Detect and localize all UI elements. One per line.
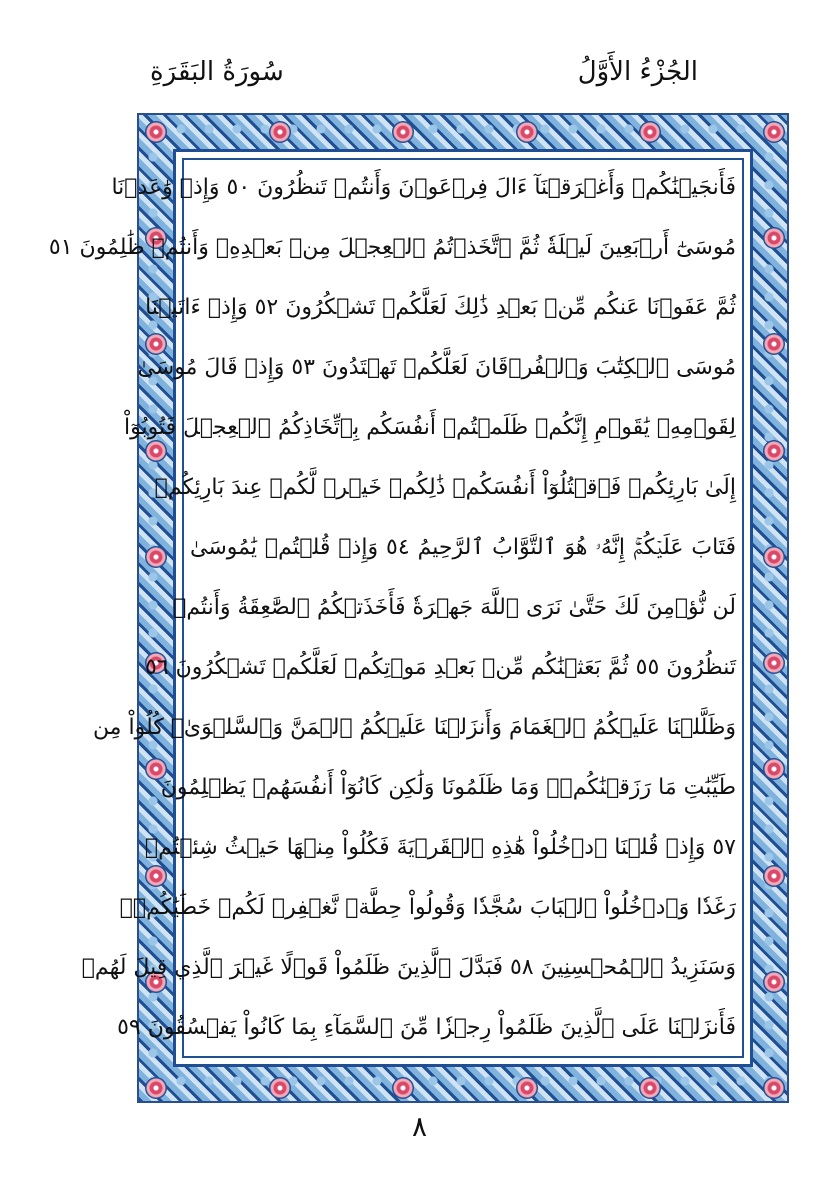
flower-ornament [639,121,661,143]
quran-text [48,158,736,1058]
page-header [150,52,698,92]
flower-ornament [392,1077,414,1099]
text-line: لِقَوۡمِهِۦ يَٰقَوۡمِ إِنَّكُمۡ ظَلَمۡتُمۡ أَنفُسَكُم بِٱتِّخَاذِكُمُ ٱلۡعِجۡلَ فَتُوبُوٓاْ [124,415,736,440]
text-line: ٥٧ وَإِذۡ قُلۡنَا ٱدۡخُلُواْ هَٰذِهِ ٱلۡقَرۡيَةَ فَكُلُواْ مِنۡهَا حَيۡثُ شِئۡتُمۡ [144,835,736,860]
flower-ornament [145,1077,167,1099]
flower-ornament [763,440,785,462]
text-line: لَن نُّؤۡمِنَ لَكَ حَتَّىٰ نَرَى ٱللَّهَ جَهۡرَةٗ فَأَخَذَتۡكُمُ ٱلصَّٰعِقَةُ وَأَنتُمۡ [173,595,736,620]
flower-ornament [269,121,291,143]
flower-ornament [763,971,785,993]
text-line: فَأَنجَيۡنَٰكُمۡ وَأَغۡرَقۡنَآ ءَالَ فِرۡعَوۡنَ وَأَنتُمۡ تَنظُرُونَ ٥٠ وَإِذۡ وَٰعَدۡنَا [111,175,736,200]
juz-title: الجُزْءُ الأَوَّلُ [577,57,698,87]
text-line: وَظَلَّلۡنَا عَلَيۡكُمُ ٱلۡغَمَامَ وَأَنزَلۡنَا عَلَيۡكُمُ ٱلۡمَنَّ وَٱلسَّلۡوَىٰۖ كُلُواْ مِن [92,715,736,740]
text-line: مُوسَىٰٓ أَرۡبَعِينَ لَيۡلَةٗ ثُمَّ ٱتَّخَذۡتُمُ ٱلۡعِجۡلَ مِنۢ بَعۡدِهِۦ وَأَنتُمۡ ظَٰلِمُونَ ٥١ [48,235,736,260]
flower-ornament [763,652,785,674]
flower-ornament [516,121,538,143]
flower-ornament [639,1077,661,1099]
flower-ornament [763,333,785,355]
text-line: ثُمَّ عَفَوۡنَا عَنكُم مِّنۢ بَعۡدِ ذَٰلِكَ لَعَلَّكُمۡ تَشۡكُرُونَ ٥٢ وَإِذۡ ءَاتَيۡنَا [145,295,736,320]
flower-ornament [763,865,785,887]
text-line: فَتَابَ عَلَيۡكُمۡۚ إِنَّهُۥ هُوَ ٱلتَّوَّابُ ٱلرَّحِيمُ ٥٤ وَإِذۡ قُلۡتُمۡ يَٰمُوسَىٰ [190,535,736,560]
flower-ornament [763,546,785,568]
text-line: فَأَنزَلۡنَا عَلَى ٱلَّذِينَ ظَلَمُواْ رِجۡزٗا مِّنَ ٱلسَّمَآءِ بِمَا كَانُواْ يَفۡسُقُونَ ٥٩ [117,1015,736,1040]
flower-ornament [763,121,785,143]
text-line: طَيِّبَٰتِ مَا رَزَقۡنَٰكُمۡۚ وَمَا ظَلَمُونَا وَلَٰكِن كَانُوٓاْ أَنفُسَهُمۡ يَظۡلِمُونَ [160,775,736,800]
text-line: رَغَدٗا وَٱدۡخُلُواْ ٱلۡبَابَ سُجَّدٗا وَقُولُواْ حِطَّةٞ نَّغۡفِرۡ لَكُمۡ خَطَٰيَٰكُمۡۚ [119,895,736,920]
flower-ornament [763,1077,785,1099]
text-line: تَنظُرُونَ ٥٥ ثُمَّ بَعَثۡنَٰكُم مِّنۢ بَعۡدِ مَوۡتِكُمۡ لَعَلَّكُمۡ تَشۡكُرُونَ ٥٦ [144,655,736,680]
surah-title: سُورَةُ البَقَرَةِ [150,57,284,87]
flower-ornament [145,121,167,143]
text-line: إِلَىٰ بَارِئِكُمۡ فَٱقۡتُلُوٓاْ أَنفُسَكُمۡ ذَٰلِكُمۡ خَيۡرٞ لَّكُمۡ عِندَ بَارِئِكُمۡ [154,475,736,500]
flower-ornament [763,758,785,780]
flower-ornament [145,546,167,568]
page-number: ٨ [411,1110,428,1143]
text-line: وَسَنَزِيدُ ٱلۡمُحۡسِنِينَ ٥٨ فَبَدَّلَ ٱلَّذِينَ ظَلَمُواْ قَوۡلًا غَيۡرَ ٱلَّذِي قِيلَ لَهُمۡ [81,955,736,980]
flower-ornament [763,227,785,249]
flower-ornament [392,121,414,143]
flower-ornament [516,1077,538,1099]
text-line: مُوسَى ٱلۡكِتَٰبَ وَٱلۡفُرۡقَانَ لَعَلَّكُمۡ تَهۡتَدُونَ ٥٣ وَإِذۡ قَالَ مُوسَىٰ [137,355,736,380]
flower-ornament [269,1077,291,1099]
